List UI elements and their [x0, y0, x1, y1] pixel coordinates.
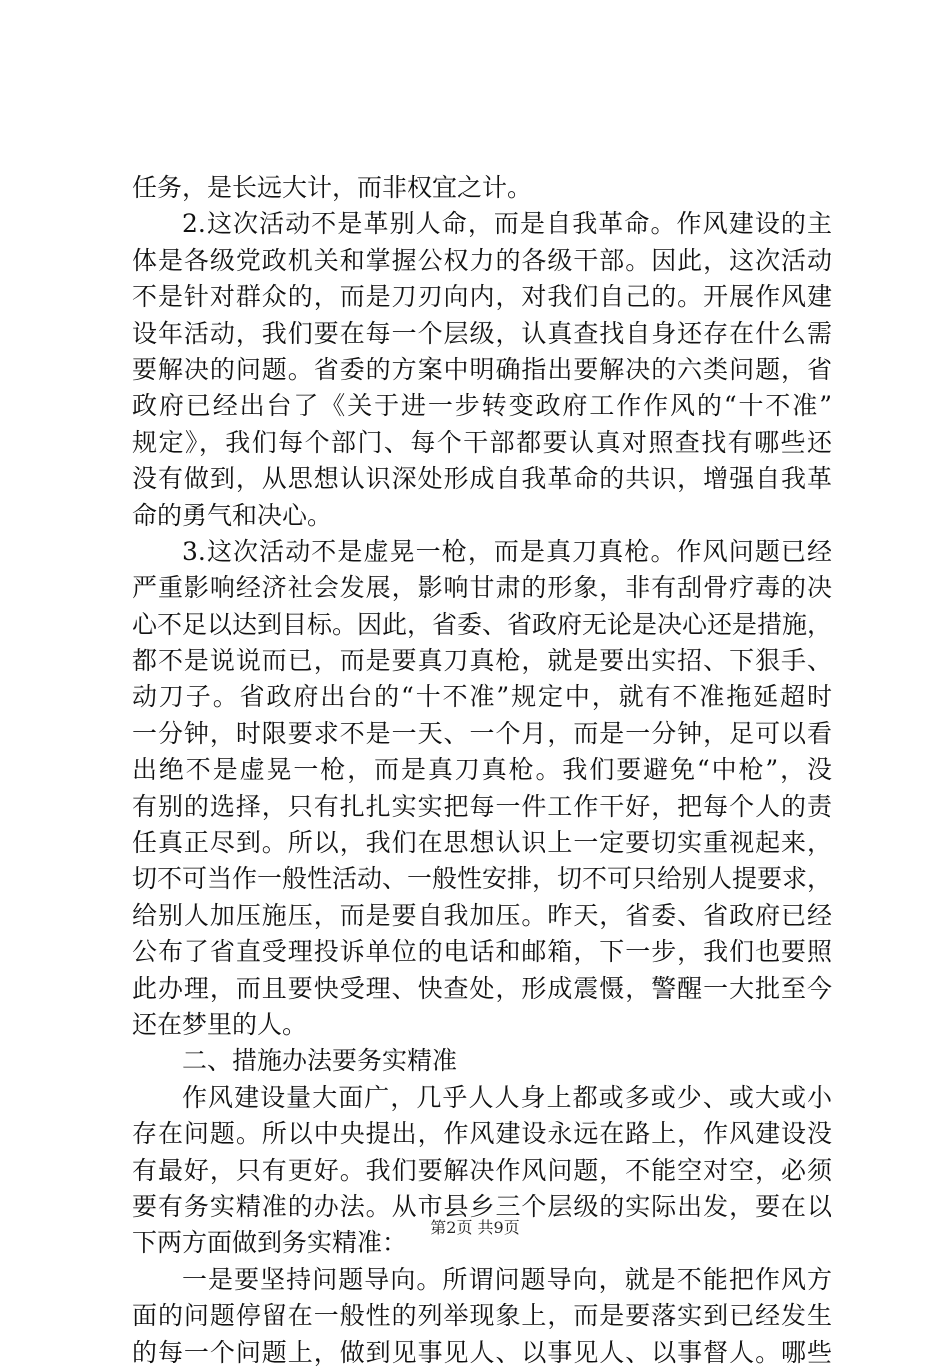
text-line: 还在梦里的人。: [132, 1009, 308, 1039]
text-line: 规定》，我们每个部门、每个干部都要认真对照查找有哪些还: [132, 427, 832, 457]
text-line: 命的勇气和决心。: [132, 500, 333, 530]
text-line: 的每一个问题上，做到见事见人、以事见人、以事督人。哪些: [132, 1337, 832, 1367]
document-body: [132, 170, 832, 1371]
text-line: 体是各级党政机关和掌握公权力的各级干部。因此，这次活动: [132, 245, 832, 275]
text-line: 动刀子。省政府出台的“十不准”规定中，就有不准拖延超时: [132, 682, 832, 712]
text-line: 一是要坚持问题导向。所谓问题导向，就是不能把作风方: [182, 1264, 832, 1294]
text-line: 出绝不是虚晃一枪，而是真刀真枪。我们要避免“中枪”，没: [132, 755, 832, 785]
text-line: 二、措施办法要务实精准: [182, 1046, 458, 1076]
text-line: 有别的选择，只有扎扎实实把每一件工作干好，把每个人的责: [132, 791, 832, 821]
text-line: 设年活动，我们要在每一个层级，认真查找自身还存在什么需: [132, 318, 832, 348]
text-line: 切不可当作一般性活动、一般性安排，切不可只给别人提要求，: [132, 864, 832, 894]
text-line: 任真正尽到。所以，我们在思想认识上一定要切实重视起来，: [132, 828, 832, 858]
text-line: 心不足以达到目标。因此，省委、省政府无论是决心还是措施，: [132, 609, 832, 639]
text-line: 下两方面做到务实精准：: [132, 1228, 408, 1258]
text-line: 一分钟，时限要求不是一天、一个月，而是一分钟，足可以看: [132, 718, 832, 748]
text-line: 政府已经出台了《关于进一步转变政府工作作风的“十不准”: [132, 391, 832, 421]
text-line: 有最好，只有更好。我们要解决作风问题，不能空对空，必须: [132, 1155, 832, 1185]
text-line: 不是针对群众的，而是刀刃向内，对我们自己的。开展作风建: [132, 282, 832, 312]
text-line: 公布了省直受理投诉单位的电话和邮箱，下一步，我们也要照: [132, 937, 832, 967]
text-line: 都不是说说而已，而是要真刀真枪，就是要出实招、下狠手、: [132, 646, 832, 676]
text-line: 存在问题。所以中央提出，作风建设永远在路上，作风建设没: [132, 1119, 832, 1149]
text-line: 作风建设量大面广，几乎人人身上都或多或少、或大或小: [182, 1082, 832, 1112]
text-line: 给别人加压施压，而是要自我加压。昨天，省委、省政府已经: [132, 900, 832, 930]
text-line: 3.这次活动不是虚晃一枪，而是真刀真枪。作风问题已经: [182, 536, 832, 566]
text-line: 此办理，而且要快受理、快查处，形成震慑，警醒一大批至今: [132, 973, 832, 1003]
text-line: 面的问题停留在一般性的列举现象上，而是要落实到已经发生: [132, 1301, 832, 1331]
page-footer: 第2页 共9页: [430, 1218, 520, 1237]
text-line: 严重影响经济社会发展，影响甘肃的形象，非有刮骨疗毒的决: [132, 573, 832, 603]
text-line: 要解决的问题。省委的方案中明确指出要解决的六类问题，省: [132, 354, 832, 384]
text-line: 没有做到，从思想认识深处形成自我革命的共识，增强自我革: [132, 464, 832, 494]
text-line: 要有务实精准的办法。从市县乡三个层级的实际出发，要在以: [132, 1191, 832, 1221]
text-line: 任务，是长远大计，而非权宜之计。: [132, 173, 533, 202]
text-line: 2.这次活动不是革别人命，而是自我革命。作风建设的主: [182, 209, 832, 239]
